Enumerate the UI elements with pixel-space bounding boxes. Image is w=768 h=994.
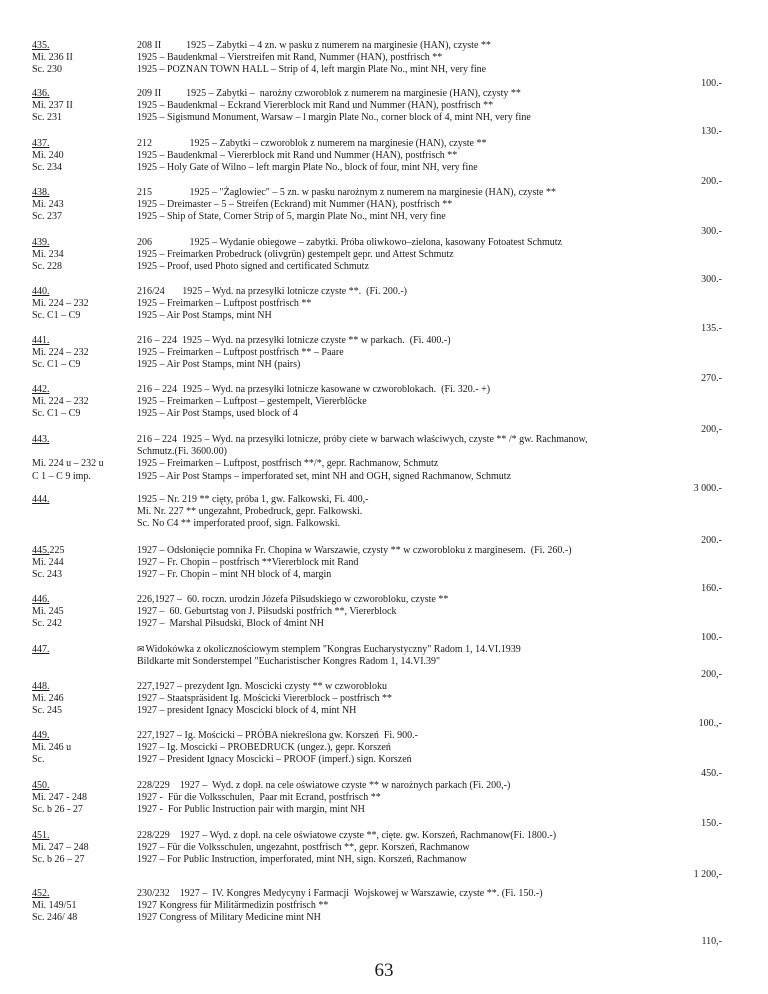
description-text: 1925 – Holy Gate of Wilno – left margin Plate No., block of four, mint NH, very fine	[137, 162, 478, 174]
lot-reference	[32, 644, 132, 656]
lot-description	[137, 594, 657, 631]
catalogue-ref: Mi. 247 - 248	[32, 792, 87, 804]
lot-description	[137, 830, 657, 867]
catalogue-ref: Sc. 230	[32, 64, 62, 76]
lot-reference	[32, 88, 132, 125]
description-text: 227,1927 – Ig. Mościcki – PRÓBA niekreślona gw. Korszeń Fi. 900.-	[137, 730, 418, 741]
catalogue-ref: Mi. 246	[32, 693, 64, 705]
description-text: 1925 – Air Post Stamps, used block of 4	[137, 408, 298, 420]
description-line	[137, 754, 657, 766]
description-text: 1927 – Marshal Piłsudski, Block of 4mint NH	[137, 618, 324, 630]
description-line	[137, 138, 657, 150]
description-line	[137, 100, 657, 112]
lot-description	[137, 730, 657, 767]
lot-reference	[32, 681, 132, 718]
description-text: 1927 – Fr. Chopin – postfrisch **Viererblock mit Rand	[137, 557, 359, 569]
lot-reference	[32, 830, 132, 867]
lot-number-value: 438.	[32, 187, 50, 198]
description-text: 1925 – Nr. 219 ** cięty, próba 1, gw. Falkowski, Fi. 400,-	[137, 494, 369, 505]
catalogue-ref: Mi. 244	[32, 557, 64, 569]
description-text: 228/229 1927 – Wyd. z dopł. na cele oświatowe czyste **, cięte. gw. Korszeń, Rachmanow(Fi. 1800.-)	[137, 830, 557, 841]
description-line	[137, 162, 657, 174]
lot-price: 450.-	[701, 768, 722, 779]
lot-reference	[32, 888, 132, 925]
description-line	[137, 545, 657, 557]
lot-price: 3 000.-	[693, 483, 722, 494]
lot-price: 100.,-	[698, 718, 722, 729]
catalogue-ref: Mi. 240	[32, 150, 64, 162]
description-line	[137, 705, 657, 717]
lot-reference	[32, 138, 132, 175]
lot-reference	[32, 434, 132, 483]
lot-reference	[32, 780, 132, 817]
catalogue-ref: C 1 – C 9 imp.	[32, 470, 91, 482]
catalogue-ref: Mi. 149/51	[32, 900, 77, 912]
lot-number	[32, 286, 132, 298]
lot-price: 200,-	[701, 424, 722, 435]
description-text: 1927 - Für die Volksschulen, Paar mit Ecrand, postfrisch **	[137, 792, 381, 804]
lot-number	[32, 187, 132, 199]
description-line	[137, 854, 657, 866]
lot-price: 110,-	[701, 936, 722, 947]
lot-number-value: 435.	[32, 40, 50, 51]
catalogue-ref: Mi. 246 u	[32, 742, 72, 754]
description-text: 1925 – Freimarken – Luftpost – gestempelt, Viererblöcke	[137, 396, 367, 408]
description-text: Bildkarte mit Sonderstempel "Eucharistischer Kongres Radom 1, 14.VI.39"	[137, 656, 441, 668]
lot-price: 160.-	[701, 583, 722, 594]
description-line	[137, 618, 657, 630]
lot-reference	[32, 40, 132, 77]
lot-number	[32, 237, 132, 249]
description-line	[137, 912, 657, 924]
description-text: 1925 – Freimarken – Luftpost, postfrisch **/*, gepr. Rachmanow, Schmutz	[137, 458, 439, 470]
catalogue-ref: Mi. 243	[32, 199, 64, 211]
catalogue-ref: Sc. 228	[32, 261, 62, 273]
lot-price: 200,-	[701, 669, 722, 680]
description-text: 1927 – president Ignacy Moscicki block of 4, mint NH	[137, 705, 357, 717]
lot-number-suffix: 225	[49, 545, 65, 556]
lot-number	[32, 545, 132, 557]
description-text: 1927 – Fr. Chopin – mint NH block of 4, margin	[137, 569, 332, 581]
description-text: 1927 – For Public Instruction, imperforated, mint NH, sign. Korszeń, Rachmanow	[137, 854, 467, 866]
lot-number-value: 439.	[32, 237, 50, 248]
description-text: 1927 – Für die Volksschulen, ungezahnt, postfrisch **, gepr. Korszeń, Rachmanow	[137, 842, 470, 854]
envelope-icon: ✉	[137, 645, 145, 655]
description-line	[137, 52, 657, 64]
lot-price: 100.-	[701, 78, 722, 89]
description-line	[137, 569, 657, 581]
lot-number-value: 449.	[32, 730, 50, 741]
lot-price: 1 200,-	[693, 869, 722, 880]
description-text: 1927 – Ig. Moscicki – PROBEDRUCK (ungez.), gepr. Korszeń	[137, 742, 391, 754]
lot-number	[32, 384, 132, 396]
lot-description	[137, 434, 657, 483]
lot-description	[137, 40, 657, 77]
lot-number	[32, 335, 132, 347]
lot-reference	[32, 594, 132, 631]
lot-price: 300.-	[701, 274, 722, 285]
lot-price: 200.-	[701, 176, 722, 187]
lot-description	[137, 335, 657, 372]
description-line	[137, 187, 657, 199]
description-text: 1925 – Air Post Stamps – imperforated set, mint NH and OGH, signed Rachmanow, Schmutz	[137, 470, 512, 482]
lot-number-value: 450.	[32, 780, 50, 791]
lot-number	[32, 138, 132, 150]
description-line	[137, 792, 657, 804]
description-line	[137, 518, 657, 530]
description-line	[137, 347, 657, 359]
description-text: 1925 – Baudenkmal – Vierstreifen mit Rand, Nummer (HAN), postfrisch **	[137, 52, 443, 64]
description-line	[137, 888, 657, 900]
description-text: 216 – 224 1925 – Wyd. na przesyłki lotnicze, próby ciete w barwach właściwych, czyste ** /* gw. Rachmanow,	[137, 434, 588, 445]
description-line	[137, 681, 657, 693]
lot-number	[32, 681, 132, 693]
catalogue-ref: Sc. 231	[32, 112, 62, 124]
description-text: 1925 – Baudenkmal – Viererblock mit Rand und Nummer (HAN), postfrisch **	[137, 150, 458, 162]
description-line	[137, 359, 657, 371]
lot-reference	[32, 730, 132, 767]
description-text: 228/229 1927 – Wyd. z dopł. na cele oświatowe czyste ** w narożnych parkach (Fi. 200,-)	[137, 780, 511, 791]
lot-description	[137, 494, 657, 531]
lot-description	[137, 88, 657, 125]
description-text: Widokówka z okolicznościowym stemplem "Kongras Eucharystyczny" Radom 1, 14.VI.1939	[145, 644, 521, 655]
description-text: 1925 – Baudenkmal – Eckrand Viererblock mit Rand und Nummer (HAN), postfrisch **	[137, 100, 494, 112]
lot-description	[137, 286, 657, 323]
lot-description	[137, 187, 657, 224]
lot-number-value: 443.	[32, 434, 50, 445]
lot-price: 100.-	[701, 632, 722, 643]
description-line	[137, 900, 657, 912]
lot-reference	[32, 494, 132, 506]
description-line	[137, 249, 657, 261]
description-line	[137, 384, 657, 396]
description-line	[137, 557, 657, 569]
lot-description	[137, 888, 657, 925]
lot-price: 135.-	[701, 323, 722, 334]
description-text: 1927 – Staatspräsident Ig. Mościcki Viererblock – postfrisch **	[137, 693, 392, 705]
catalogue-ref: Mi. 224 – 232	[32, 298, 89, 310]
description-text: 1925 – Ship of State, Corner Strip of 5, margin Plate No., mint NH, very fine	[137, 211, 446, 223]
lot-description	[137, 237, 657, 274]
lot-number	[32, 434, 132, 446]
description-line	[137, 730, 657, 742]
lot-number-value: 441.	[32, 335, 50, 346]
description-line	[137, 693, 657, 705]
description-line	[137, 656, 657, 668]
catalogue-ref: Mi. 236 II	[32, 52, 73, 64]
catalogue-ref: Mi. 237 II	[32, 100, 73, 112]
description-line	[137, 211, 657, 223]
catalogue-ref: Sc. 234	[32, 162, 62, 174]
lot-number-value: 442.	[32, 384, 50, 395]
description-line	[137, 199, 657, 211]
catalogue-ref: Sc. C1 – C9	[32, 359, 81, 371]
description-text: Sc. No C4 ** imperforated proof, sign. Falkowski.	[137, 518, 341, 530]
description-line	[137, 506, 657, 518]
description-text: 1927 – President Ignacy Moscicki – PROOF (imperf.) sign. Korszeń	[137, 754, 412, 766]
description-text: 1925 – Sigismund Monument, Warsaw – l margin Plate No., corner block of 4, mint NH, very fine	[137, 112, 531, 124]
description-line	[137, 261, 657, 273]
lot-number-value: 448.	[32, 681, 50, 692]
description-line	[137, 458, 657, 470]
lot-reference	[32, 384, 132, 421]
description-line	[137, 112, 657, 124]
description-text: 216 – 224 1925 – Wyd. na przesyłki lotnicze kasowane w czworoblokach. (Fi. 320.- +)	[137, 384, 491, 395]
lot-number	[32, 888, 132, 900]
description-line	[137, 64, 657, 76]
description-text: 1927 Congress of Military Medicine mint NH	[137, 912, 321, 924]
catalogue-ref: Sc. C1 – C9	[32, 310, 81, 322]
description-line	[137, 606, 657, 618]
description-line	[137, 237, 657, 249]
lot-number-value: 440.	[32, 286, 50, 297]
lot-description	[137, 384, 657, 421]
lot-description	[137, 138, 657, 175]
catalogue-ref: Mi. 234	[32, 249, 64, 261]
catalogue-ref: Sc. 246/ 48	[32, 912, 78, 924]
page-number: 63	[374, 960, 394, 981]
description-line	[137, 742, 657, 754]
description-text: 1925 – Air Post Stamps, mint NH	[137, 310, 272, 322]
description-text: 212 1925 – Zabytki – czworoblok z numerem na marginesie (HAN), czyste **	[137, 138, 487, 149]
description-text: 1927 Kongress für Militärmedizin postfrisch **	[137, 900, 329, 912]
description-text: 208 II 1925 – Zabytki – 4 zn. w pasku z numerem na marginesie (HAN), czyste **	[137, 40, 491, 51]
catalogue-ref: Mi. 224 u – 232 u	[32, 458, 104, 470]
description-line	[137, 842, 657, 854]
catalogue-ref: Sc.	[32, 754, 45, 766]
lot-reference	[32, 187, 132, 224]
description-text: 1925 – Freimarken Probedruck (olivgrün) gestempelt gepr. und Attest Schmutz	[137, 249, 454, 261]
description-line	[137, 286, 657, 298]
description-line	[137, 396, 657, 408]
lot-number-value: 445.	[32, 545, 50, 556]
lot-number-value: 446.	[32, 594, 50, 605]
description-line	[137, 780, 657, 792]
description-text: 206 1925 – Wydanie obiegowe – zabytki. Próba oliwkowo–zielona, kasowany Fotoatest Schmutz	[137, 237, 562, 248]
description-text: 216 – 224 1925 – Wyd. na przesyłki lotnicze czyste ** w parkach. (Fi. 400.-)	[137, 335, 451, 346]
catalogue-ref: Sc. 245	[32, 705, 62, 717]
lot-number-value: 436.	[32, 88, 50, 99]
lot-number	[32, 780, 132, 792]
description-text: Mi. Nr. 227 ** ungezahnt, Probedruck, gepr. Falkowski.	[137, 506, 363, 518]
description-text: 216/24 1925 – Wyd. na przesyłki lotnicze czyste **. (Fi. 200.-)	[137, 286, 407, 297]
catalogue-ref: Mi. 224 – 232	[32, 396, 89, 408]
description-line	[137, 150, 657, 162]
description-line	[137, 298, 657, 310]
description-line	[137, 644, 657, 656]
lot-price: 130.-	[701, 126, 722, 137]
lot-price: 150.-	[701, 818, 722, 829]
description-text: 227,1927 – prezydent Ign. Moscicki czysty ** w czworobloku	[137, 681, 387, 692]
description-line	[137, 594, 657, 606]
description-text: Schmutz.(Fi. 3600.00)	[137, 446, 227, 458]
description-text: 230/232 1927 – IV. Kongres Medycyny i Farmacji Wojskowej w Warszawie, czyste **. (Fi. 150.-)	[137, 888, 543, 899]
description-text: 215 1925 – "Żaglowiec" – 5 zn. w pasku narożnym z numerem na marginesie (HAN), czyste **	[137, 187, 556, 198]
catalogue-ref: Sc. b 26 - 27	[32, 804, 83, 816]
lot-description	[137, 780, 657, 817]
catalogue-ref: Sc. b 26 – 27	[32, 854, 85, 866]
lot-price: 270.-	[701, 373, 722, 384]
catalogue-ref	[32, 446, 132, 458]
description-line	[137, 494, 657, 506]
description-line	[137, 804, 657, 816]
description-line	[137, 40, 657, 52]
catalogue-ref: Mi. 247 – 248	[32, 842, 89, 854]
lot-number-value: 452.	[32, 888, 50, 899]
description-text: 1925 – POZNAN TOWN HALL – Strip of 4, left margin Plate No., mint NH, very fine	[137, 64, 487, 76]
description-text: 226,1927 – 60. roczn. urodzin Józefa Piłsudskiego w czworobloku, czyste **	[137, 594, 449, 605]
description-line	[137, 471, 657, 483]
description-text: 1925 – Dreimaster – 5 – Streifen (Eckrand) mit Nummer (HAN), postfrisch **	[137, 199, 453, 211]
description-text: 1925 – Freimarken – Luftpost postfrisch ** – Paare	[137, 347, 344, 359]
lot-number	[32, 830, 132, 842]
description-text: 1925 – Freimarken – Luftpost postfrisch **	[137, 298, 312, 310]
lot-reference	[32, 286, 132, 323]
lot-number-value: 444.	[32, 494, 50, 505]
lot-reference	[32, 237, 132, 274]
catalogue-ref: Mi. 245	[32, 606, 64, 618]
lot-price: 200.-	[701, 535, 722, 546]
description-line	[137, 434, 657, 446]
lot-price: 300.-	[701, 226, 722, 237]
lot-description	[137, 644, 657, 668]
description-text: 1925 – Air Post Stamps, mint NH (pairs)	[137, 359, 301, 371]
lot-number	[32, 730, 132, 742]
description-text: 209 II 1925 – Zabytki – narożny czworoblok z numerem na marginesie (HAN), czysty **	[137, 88, 521, 99]
catalogue-ref: Sc. 243	[32, 569, 62, 581]
catalogue-ref: Mi. 224 – 232	[32, 347, 89, 359]
catalogue-ref: Sc. 237	[32, 211, 62, 223]
description-text: 1925 – Proof, used Photo signed and certificated Schmutz	[137, 261, 369, 273]
catalogue-ref: Sc. C1 – C9	[32, 408, 81, 420]
lot-number	[32, 494, 132, 506]
description-line	[137, 88, 657, 100]
description-text: 1927 - For Public Instruction pair with margin, mint NH	[137, 804, 365, 816]
lot-reference	[32, 335, 132, 372]
lot-number-value: 451.	[32, 830, 50, 841]
lot-description	[137, 545, 657, 582]
description-line	[137, 335, 657, 347]
lot-reference	[32, 545, 132, 582]
description-text: 1927 – Odsłonięcie pomnika Fr. Chopina w Warszawie, czysty ** w czworobloku z marginesem. (Fi. 260.-)	[137, 545, 572, 556]
lot-number-value: 437.	[32, 138, 50, 149]
description-text: 1927 – 60. Geburtstag von J. Piłsudski postfrich **, Viererblock	[137, 606, 397, 618]
lot-number	[32, 88, 132, 100]
lot-number	[32, 40, 132, 52]
catalogue-ref: Sc. 242	[32, 618, 62, 630]
lot-description	[137, 681, 657, 718]
lot-number	[32, 644, 132, 656]
lot-number-value: 447.	[32, 644, 50, 655]
description-line	[137, 446, 657, 458]
description-line	[137, 408, 657, 420]
description-line	[137, 310, 657, 322]
description-line	[137, 830, 657, 842]
lot-number	[32, 594, 132, 606]
